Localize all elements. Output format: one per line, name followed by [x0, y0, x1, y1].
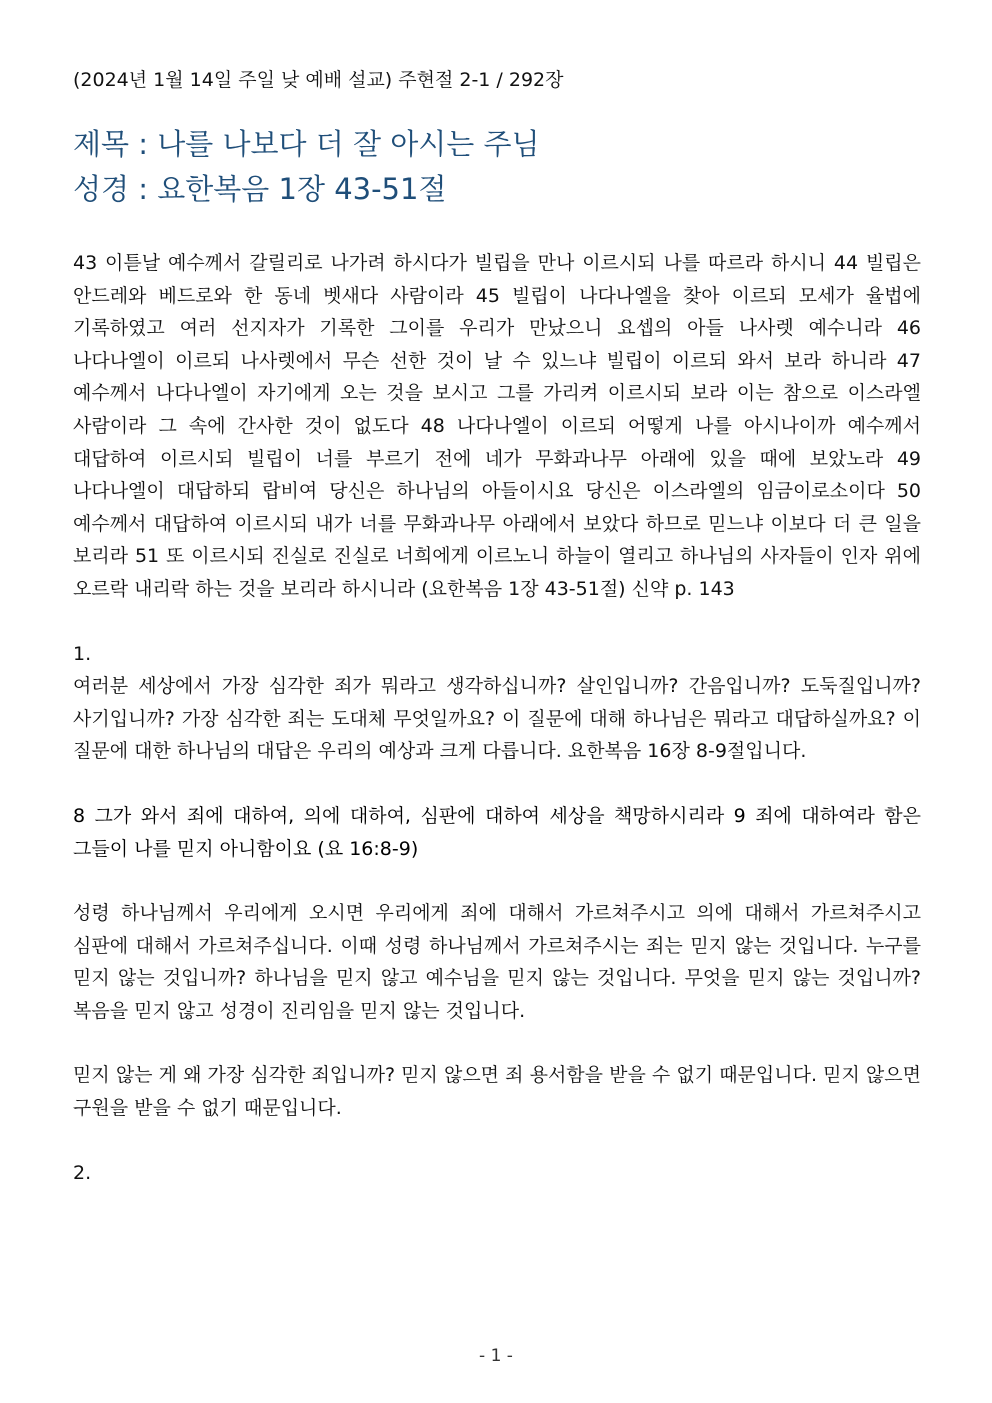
section-number-2: 2.: [73, 1161, 92, 1184]
sermon-title: 제목 : 나를 나보다 더 잘 아시는 주님: [73, 127, 540, 161]
section1-paragraph-3: 믿지 않는 게 왜 가장 심각한 죄입니까? 믿지 않으면 죄 용서함을 받을 수 없기 때문입니다. 믿지 않으면 구원을 받을 수 없기 때문입니다.: [73, 1064, 921, 1120]
scripture-text: 43 이튿날 예수께서 갈릴리로 나가려 하시다가 빌립을 만나 이르시되 나를 따르라 하시니 44 빌립은 안드레와 베드로와 한 동네 벳새다 사람이라 45 빌립이 나다나엘을 찾아 이르되 모세가 율법에 기록하였고 여러 선지자가 기록한 그이를 우리가 만났으니 요셉의 아들 나사렛 예수니라 46 나다나엘이 이르되 나사렛에서 무슨 선한 것이 날 수 있느냐 빌립이 이르되 와서 보라 하니라 47 예수께서 나다나엘이 자기에게 오는 것을 보시고 그를 가리켜 이르시되 보라 이는 참으로 이스라엘 사람이라 그 속에 간사한 것이 없도다 48 나다나엘이 이르되 어떻게 나를 아시나이까 예수께서 대답하여 이르시되 빌립이 너를 부르기 전에 네가 무화과나무 아래에 있을 때에 보았노라 49 나다나엘이 대답하되 랍비여 당신은 하나님의 아들이시요 당신은 이스라엘의 임금이로소이다 50 예수께서 대답하여 이르시되 내가 너를 무화과나무 아래에서 보았다 하므로 믿느냐 이보다 더 큰 일을 보리라 51 또 이르시되 진실로 진실로 너희에게 이르노니 하늘이 열리고 하나님의 사자들이 인자 위에 오르락 내리락 하는 것을 보리라 하시니라 (요한복음 1장 43-51절) 신약 p. 143: [73, 252, 921, 600]
document-page: [73, 64, 921, 1189]
page-number: - 1 -: [479, 1346, 513, 1366]
scripture-reference: 성경 : 요한복음 1장 43-51절: [73, 172, 447, 206]
section1-intro: 여러분 세상에서 가장 심각한 죄가 뭐라고 생각하십니까? 살인입니까? 간음입니까? 도둑질입니까? 사기입니까? 가장 심각한 죄는 도대체 무엇일까요? 이 질문에 대해 하나님은 뭐라고 대답하실까요? 이 질문에 대한 하나님의 대답은 우리의 예상과 크게 다릅니다. 요한복음 16장 8-9절입니다.: [73, 675, 921, 763]
sermon-header: (2024년 1월 14일 주일 낮 예배 설교) 주현절 2-1 / 292장: [73, 69, 564, 91]
quoted-verse: 8 그가 와서 죄에 대하여, 의에 대하여, 심판에 대하여 세상을 책망하시리라 9 죄에 대하여라 함은 그들이 나를 믿지 아니함이요 (요 16:8-9): [73, 804, 921, 860]
section-number-1: 1.: [73, 642, 92, 665]
title-block: [73, 122, 921, 212]
section1-paragraph-2: 성령 하나님께서 우리에게 오시면 우리에게 죄에 대해서 가르쳐주시고 의에 대해서 가르쳐주시고 심판에 대해서 가르쳐주십니다. 이때 성령 하나님께서 가르쳐주시는 죄는 믿지 않는 것입니다. 누구를 믿지 않는 것입니까? 하나님을 믿지 않고 예수님을 믿지 않는 것입니다. 무엇을 믿지 않는 것입니까? 복음을 믿지 않고 성경이 진리임을 믿지 않는 것입니다.: [73, 902, 921, 1022]
